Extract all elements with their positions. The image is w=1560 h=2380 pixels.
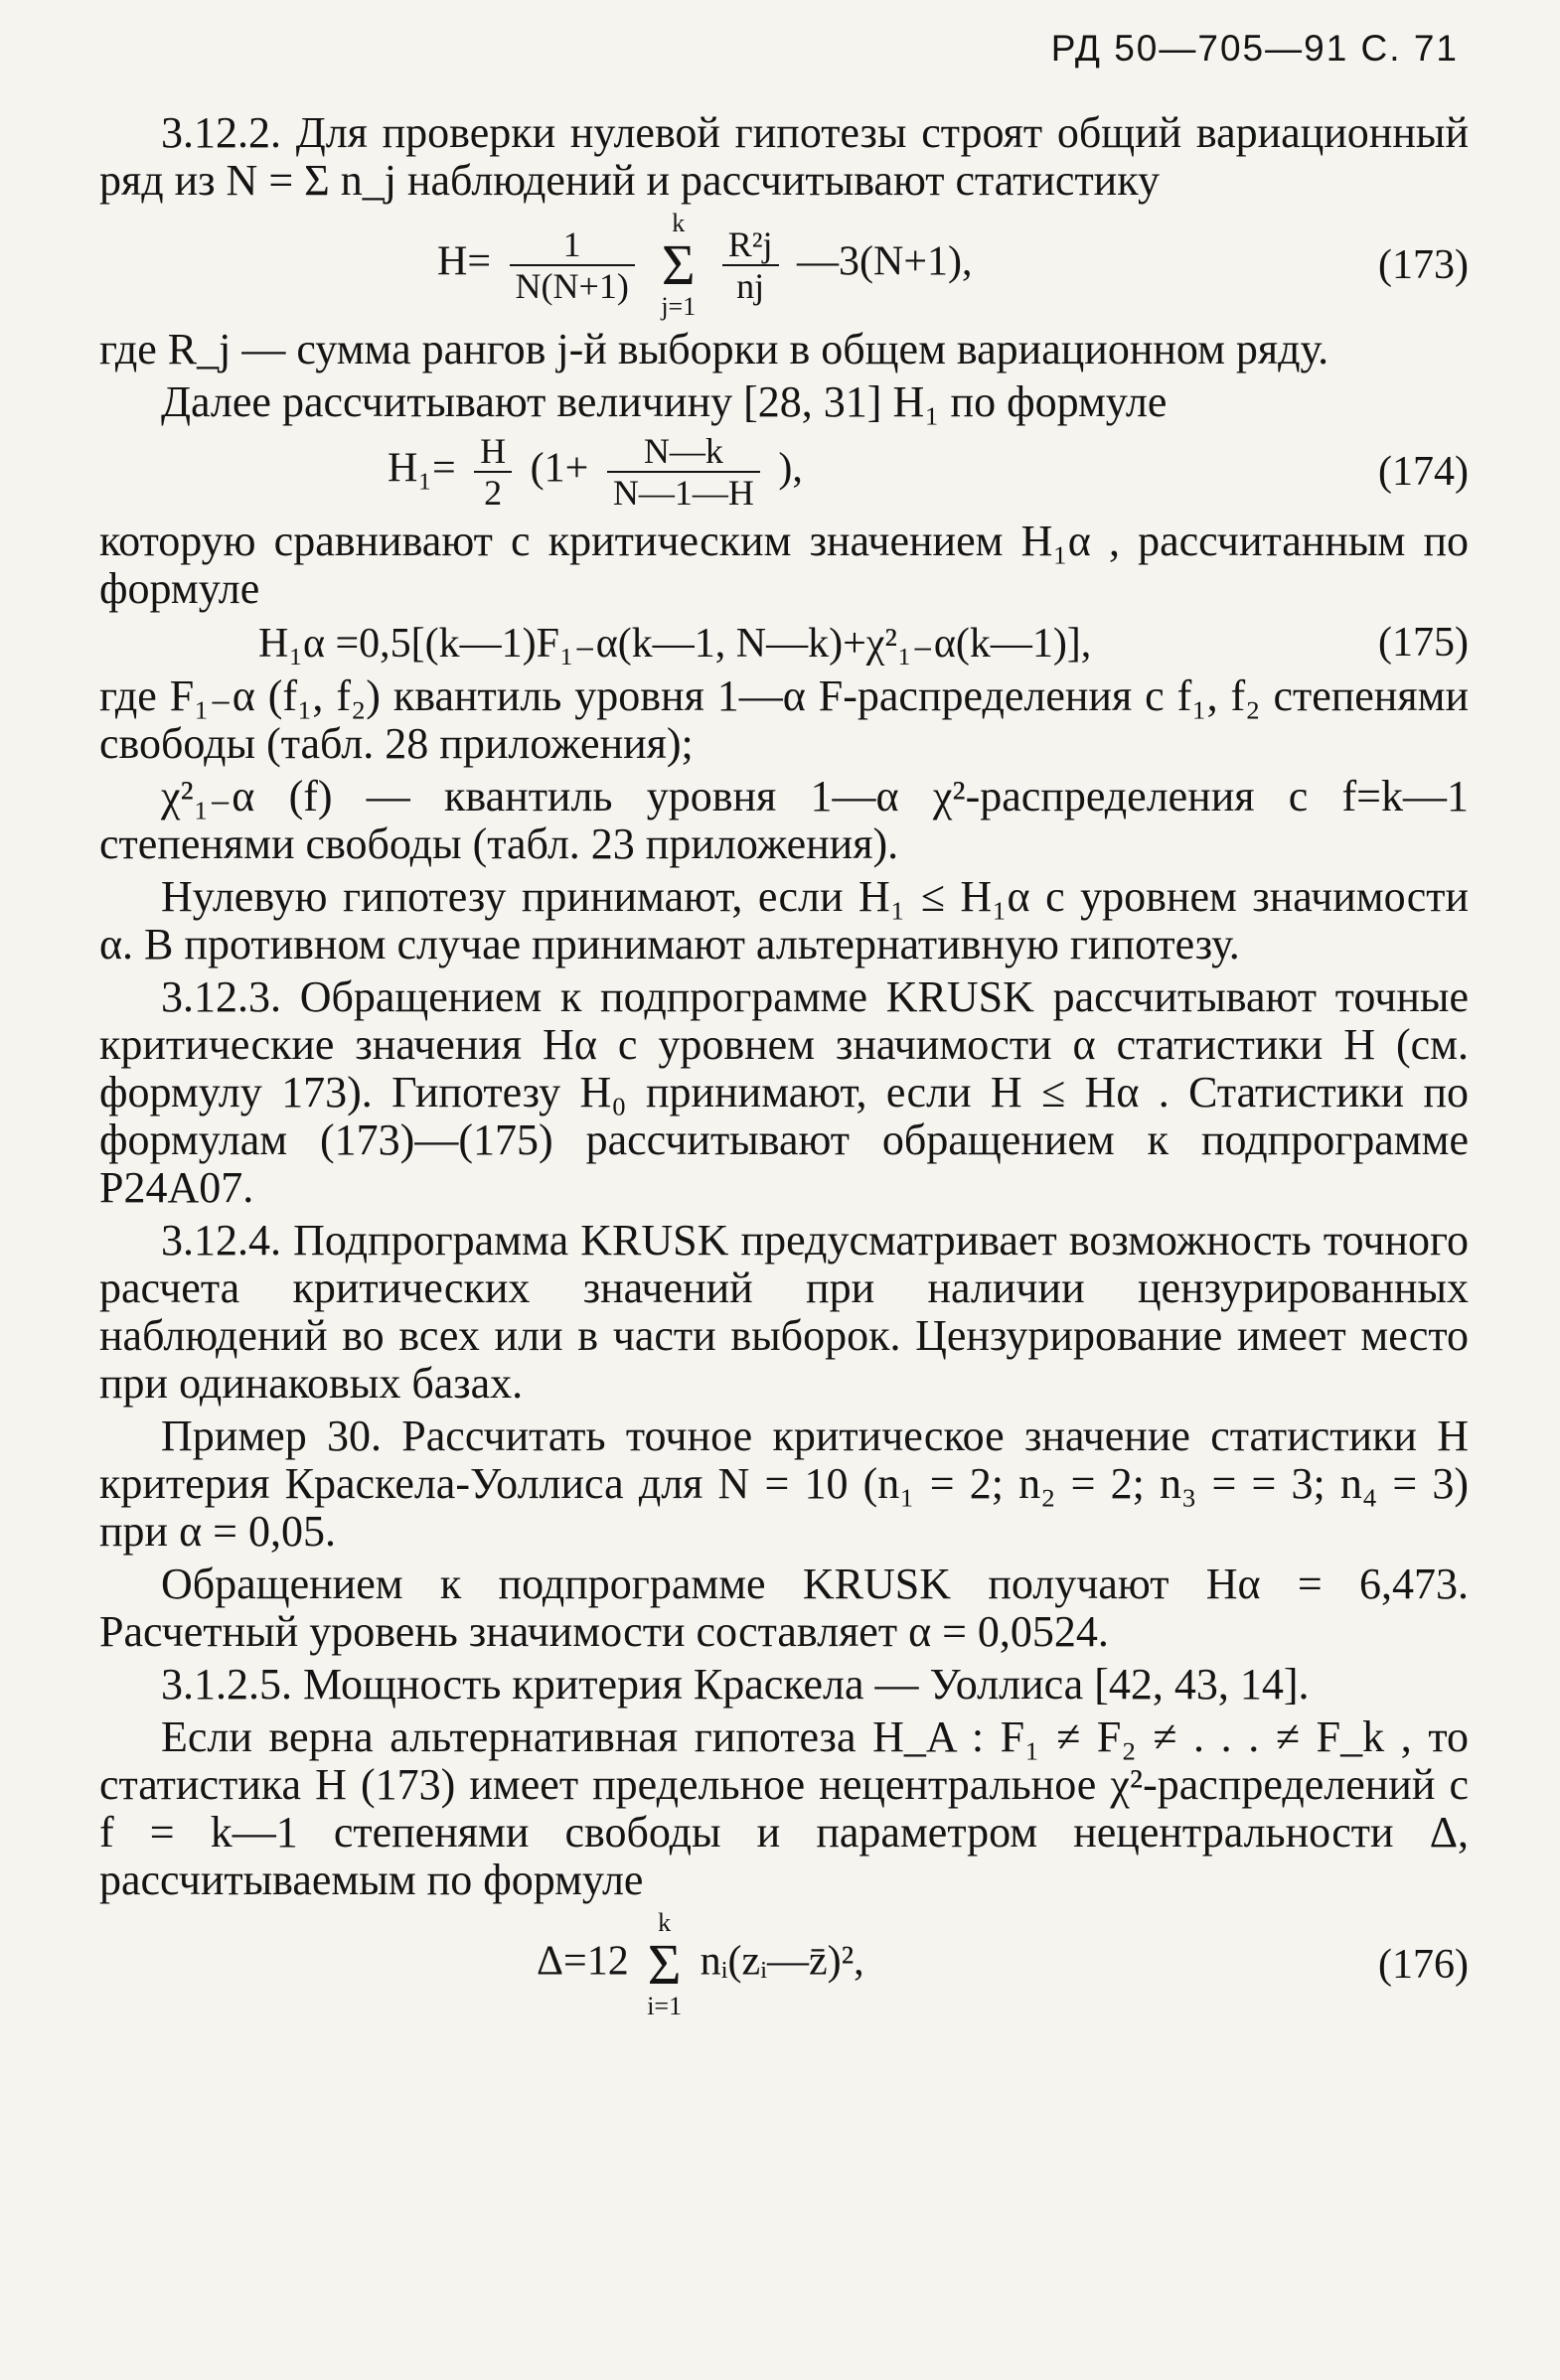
formula-173-fraction: $\frac{1}{N(N+1)}$	[510, 224, 635, 306]
formula-173	[99, 210, 1469, 321]
paragraph-3-12-4: 3.12.4. Подпрограмма KRUSK предусматривает возможность точного расчета критических значений при наличии цензурированных наблюдений во всех или в части выборок. Цензурирование имеет место при одинаковых базах.	[99, 1216, 1469, 1408]
formula-176-sum: k Σ i=1	[647, 1908, 683, 2020]
formula-176-lhs: Δ=12	[537, 1938, 629, 1985]
formula-176	[99, 1909, 1469, 2020]
paragraph-3-1-2-5: 3.1.2.5. Мощность критерия Краскела — Уоллиса [42, 43, 14].	[161, 1660, 1310, 1709]
paragraph-krusk-result: Обращением к подпрограмме KRUSK получают Hα = 6,473. Расчетный уровень значимости составляет α = 0,0524.	[99, 1560, 1469, 1656]
formula-175-body: H₁α =0,5[(k—1)F₁₋α(k—1, N—k)+χ²₁₋α(k—1)],	[258, 621, 1092, 667]
formula-174-inner-fraction: $\frac{N—k}{N—1—H}$	[607, 431, 760, 513]
formula-173-tail: —3(N+1),	[797, 238, 973, 285]
paragraph-null-hypothesis: Нулевую гипотезу принимают, если H₁ ≤ H₁α с уровнем значимости α. В противном случае принимают альтернативную гипотезу.	[99, 872, 1469, 968]
formula-173-number: (173)	[1378, 242, 1469, 288]
formula-174-number: (174)	[1378, 449, 1469, 495]
formula-174	[99, 431, 1469, 513]
paragraph-next-h1: Далее рассчитывают величину [28, 31] H₁ по формуле	[161, 377, 1168, 426]
formula-174-fraction: $\frac{H}{2}$	[474, 431, 512, 513]
formula-176-term: nᵢ(zᵢ—z̄)²,	[700, 1938, 864, 1985]
formula-173-term: $\frac{\text{R²j}}{nj}$	[722, 224, 779, 306]
formula-175-number: (175)	[1378, 620, 1469, 666]
formula-174-close: ),	[778, 445, 803, 492]
paragraph-where-f: где F₁₋α (f₁, f₂) квантиль уровня 1—α F-распределения с f₁, f₂ степенями свободы (табл. 28 приложения);	[99, 671, 1469, 768]
formula-174-lhs: H₁=	[388, 445, 456, 492]
paragraph-alternative: Если верна альтернативная гипотеза H_A : F₁ ≠ F₂ ≠ . . . ≠ F_k , то статистика H (173) имеет предельное нецентральное χ²-распределений с f = k—1 степенями свободы и параметром нецентральности Δ, рассчитываемым по формуле	[99, 1712, 1469, 1904]
formula-173-sum: k Σ j=1	[661, 209, 697, 321]
paragraph-3-12-2: 3.12.2. Для проверки нулевой гипотезы строят общий вариационный ряд из N = Σ n_j наблюдений и рассчитывают статистику	[99, 108, 1469, 205]
paragraph-chi-square: χ²₁₋α (f) — квантиль уровня 1—α χ²-распределения с f=k—1 степенями свободы (табл. 23 приложения).	[99, 772, 1469, 868]
paragraph-example-30: Пример 30. Рассчитать точное критическое значение статистики H критерия Краскела-Уоллиса для N = 10 (n₁ = 2; n₂ = 2; n₃ = = 3; n₄ = 3) при α = 0,05.	[99, 1412, 1469, 1556]
formula-176-number: (176)	[1378, 1942, 1469, 1988]
paragraph-compare-critical: которую сравнивают с критическим значением H₁α , рассчитанным по формуле	[99, 517, 1469, 613]
formula-174-open: (1+	[530, 445, 589, 492]
paragraph-3-12-3: 3.12.3. Обращением к подпрограмме KRUSK рассчитывают точные критические значения Hα с уровнем значимости α статистики H (см. формулу 173). Гипотезу H₀ принимают, если H ≤ Hα . Статистики по формулам (173)—(175) рассчитывают обращением к подпрограмме P24A07.	[99, 972, 1469, 1212]
formula-175	[99, 618, 1469, 668]
formula-173-lhs: H=	[437, 238, 492, 285]
paragraph-where-rj: где R_j — сумма рангов j-й выборки в общем вариационном ряду.	[99, 325, 1329, 373]
page-header: РД 50—705—91 С. 71	[1050, 28, 1459, 69]
